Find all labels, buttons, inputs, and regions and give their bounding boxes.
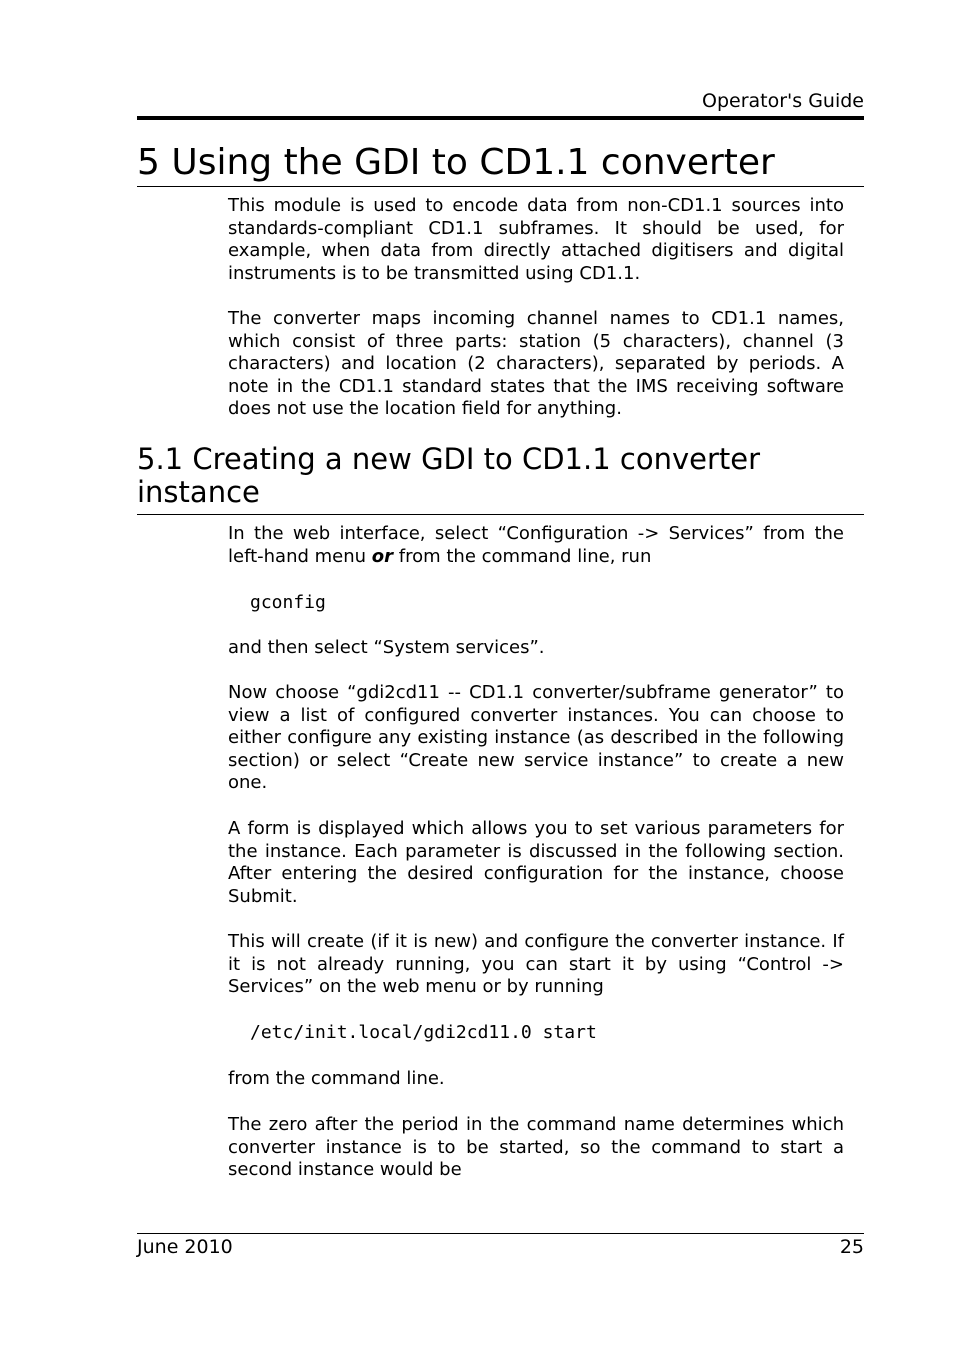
page-number: 25 <box>839 1236 864 1258</box>
chapter-heading: 5 Using the GDI to CD1.1 converter <box>137 141 864 187</box>
command-gconfig: gconfig <box>250 592 326 613</box>
instructions-paragraph-2: and then select “System services”. <box>228 637 545 658</box>
intro-paragraph-2: The converter maps incoming channel names to CD1.1 names, which consist of three parts: station (5 characters), channel (3 characters) and location (2 characters), separated by periods. A note in the CD1.1 standard states that the IMS receiving software does not use the location field for anything. <box>228 308 844 420</box>
section-heading: 5.1 Creating a new GDI to CD1.1 converter instance <box>137 443 864 515</box>
instructions-paragraph-5: This will create (if it is new) and configure the converter instance. If it is not already running, you can start it by using “Control -> Services” on the web menu or by running <box>228 931 844 998</box>
footer-rule <box>137 1233 864 1234</box>
intro-paragraph-1: This module is used to encode data from non-CD1.1 sources into standards-compliant CD1.1 subframes. It should be used, for example, when data from directly attached digitisers and digital instruments is to be transmitted using CD1.1. <box>228 195 844 284</box>
instructions-paragraph-7: The zero after the period in the command name determines which converter instance is to be started, so the command to start a second instance would be <box>228 1114 844 1181</box>
footer-date: June 2010 <box>137 1236 233 1258</box>
running-header: Operator's Guide <box>701 90 864 112</box>
instructions-paragraph-3: Now choose “gdi2cd11 -- CD1.1 converter/subframe generator” to view a list of configured converter instances. You can choose to either configure any existing instance (as described in the following section) or select “Create new service instance” to create a new one. <box>228 682 844 794</box>
instructions-text-c: from the command line, run <box>393 545 652 567</box>
instructions-paragraph-1 <box>228 523 844 568</box>
command-start-service: /etc/init.local/gdi2cd11.0 start <box>250 1022 597 1043</box>
emphasis-or: or <box>371 545 394 567</box>
document-page <box>137 0 864 1351</box>
header-rule <box>137 116 864 120</box>
instructions-paragraph-4: A form is displayed which allows you to set various parameters for the instance. Each parameter is discussed in the following section. After entering the desired configuration for the instance, choose Submit. <box>228 818 844 907</box>
instructions-text-a: In the web interface, select “Configuration -> Services” from the left-hand menu <box>228 523 844 567</box>
instructions-paragraph-6: from the command line. <box>228 1068 445 1089</box>
